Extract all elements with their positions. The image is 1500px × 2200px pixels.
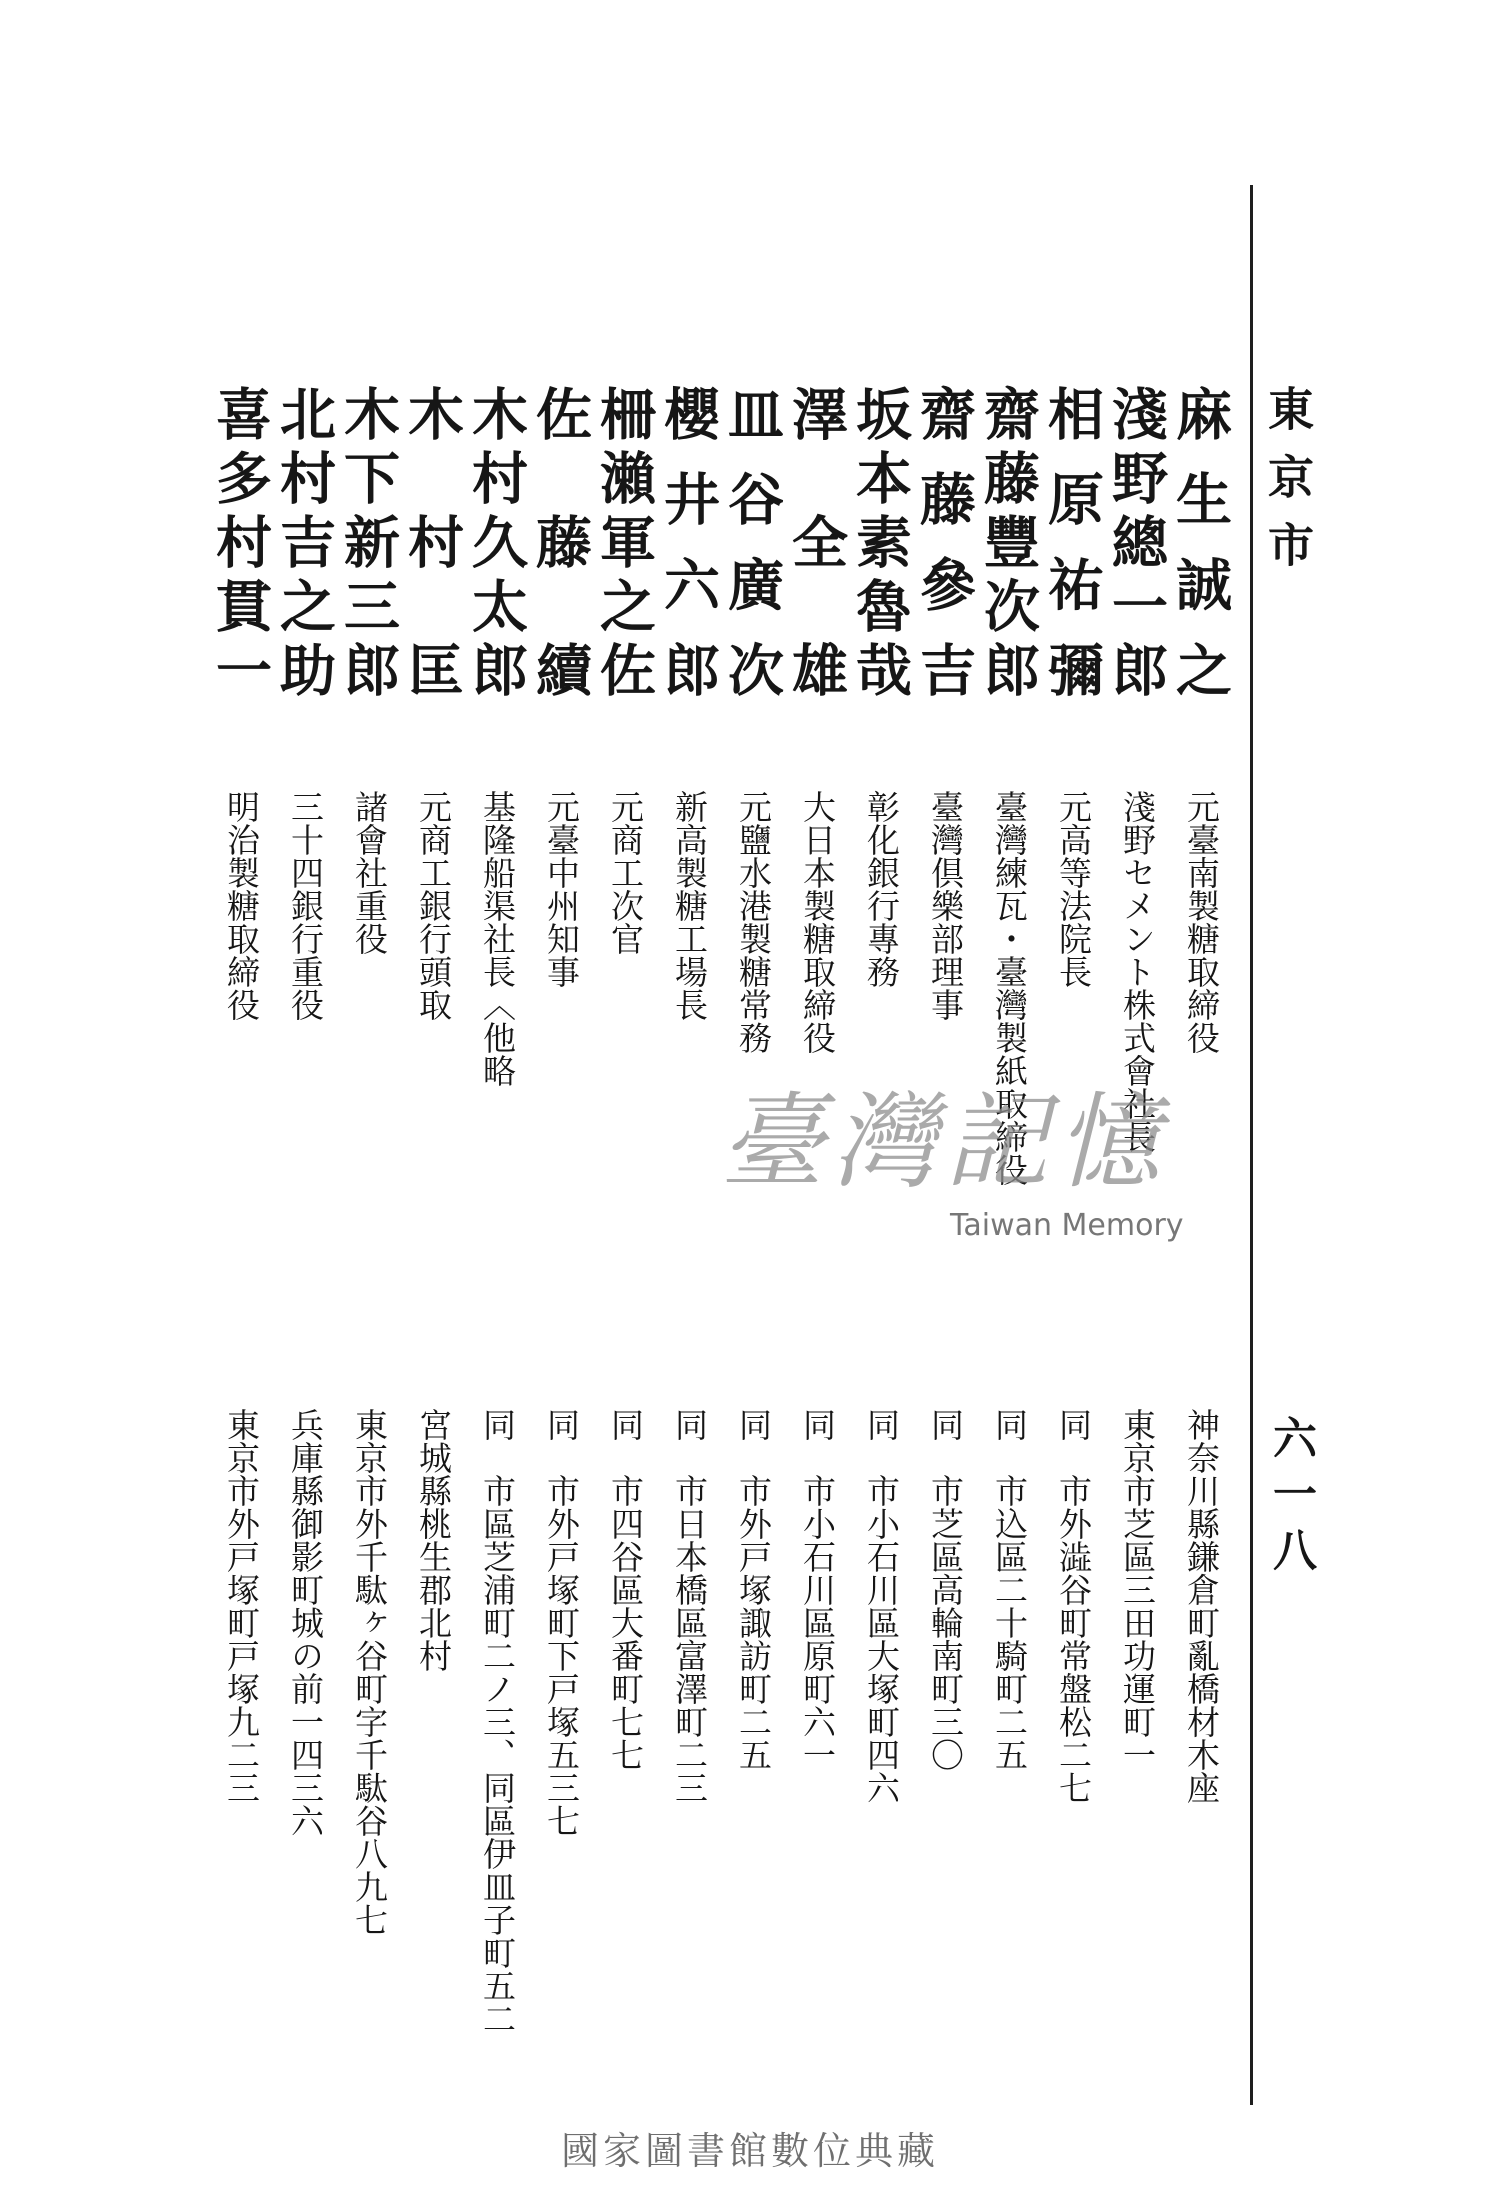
entry-title: 淺野セメント株式會社長 (1118, 790, 1157, 1153)
entry-address: 同 市小石川區大塚町四六 (862, 1408, 901, 1804)
entry-title: 臺灣倶樂部理事 (926, 790, 965, 1021)
entry-address: 同 市四谷區大番町七七 (606, 1408, 645, 1771)
entry-address: 東京市芝區三田功運町一 (1118, 1408, 1157, 1771)
entry-address: 同 市外戸塚諏訪町二五 (734, 1408, 773, 1771)
entry-title: 諸會社重役 (350, 790, 389, 955)
entry-title: 元臺中州知事 (542, 790, 581, 988)
entry-address: 同 市區芝浦町二ノ三、同區伊皿子町五二 (478, 1408, 517, 2035)
entry-name: 柵瀨軍之佐 (591, 385, 657, 697)
entry-name: 木村久太郎 (463, 385, 529, 697)
entry-address: 東京市外千駄ヶ谷町字千駄谷八九七 (350, 1408, 389, 1936)
entry-name: 齋藤參吉 (911, 385, 977, 697)
entry-name: 澤全雄 (783, 385, 849, 697)
entry-address: 東京市外戸塚町戸塚九二三 (222, 1408, 261, 1804)
entry-title: 元商工銀行頭取 (414, 790, 453, 1021)
entry-address: 同 市外戸塚町下戸塚五三七 (542, 1408, 581, 1837)
entry-title: 明治製糖取締役 (222, 790, 261, 1021)
watermark (720, 1081, 1220, 1260)
entry-name: 麻生誠之 (1167, 385, 1233, 697)
entry-address: 同 市小石川區原町六一 (798, 1408, 837, 1771)
entry-title: 元鹽水港製糖常務 (734, 790, 773, 1054)
watermark-english: Taiwan Memory (950, 1208, 1184, 1243)
entry-name: 木村匡 (399, 385, 465, 697)
section-title: 東京市 (1261, 385, 1315, 589)
entry-name: 櫻井六郎 (655, 385, 721, 697)
entry-name: 淺野總一郎 (1103, 385, 1169, 697)
entry-title: 新高製糖工場長 (670, 790, 709, 1021)
entry-name: 坂本素魯哉 (847, 385, 913, 697)
entry-name: 皿谷廣次 (719, 385, 785, 697)
page-number: 六一八 (1265, 1415, 1316, 1583)
entry-name: 喜多村貫一 (207, 385, 273, 697)
entry-address: 同 市込區二十騎町二五 (990, 1408, 1029, 1771)
entry-address: 宮城縣桃生郡北村 (414, 1408, 453, 1672)
footer-credit: 國家圖書館數位典藏 (560, 2129, 939, 2173)
entry-address: 同 市日本橋區富澤町二三 (670, 1408, 709, 1804)
entry-title: 彰化銀行專務 (862, 790, 901, 988)
entry-name: 相原祐彌 (1039, 385, 1105, 697)
header-rule (1250, 185, 1253, 2105)
entry-name: 齋藤豐次郎 (975, 385, 1041, 697)
entry-title: 基隆船渠社長〈他略 (478, 790, 517, 1087)
entry-address: 兵庫縣御影町城の前一四三六 (286, 1408, 325, 1837)
watermark-chinese: 臺灣記憶 (720, 1081, 1169, 1203)
entry-address: 同 市外澁谷町常盤松二七 (1054, 1408, 1093, 1804)
entry-name: 佐藤續 (527, 385, 593, 697)
entry-title: 元臺南製糖取締役 (1182, 790, 1221, 1054)
entry-address: 同 市芝區高輪南町三〇 (926, 1408, 965, 1771)
entry-name: 木下新三郎 (335, 385, 401, 697)
entry-name: 北村吉之助 (271, 385, 337, 697)
entry-title: 元高等法院長 (1054, 790, 1093, 988)
entry-address: 神奈川縣鎌倉町亂橋材木座 (1182, 1408, 1221, 1804)
entry-title: 元商工次官 (606, 790, 645, 955)
entry-title: 臺灣練瓦・臺灣製紙取締役 (990, 790, 1029, 1186)
entry-title: 大日本製糖取締役 (798, 790, 837, 1054)
entry-title: 三十四銀行重役 (286, 790, 325, 1021)
